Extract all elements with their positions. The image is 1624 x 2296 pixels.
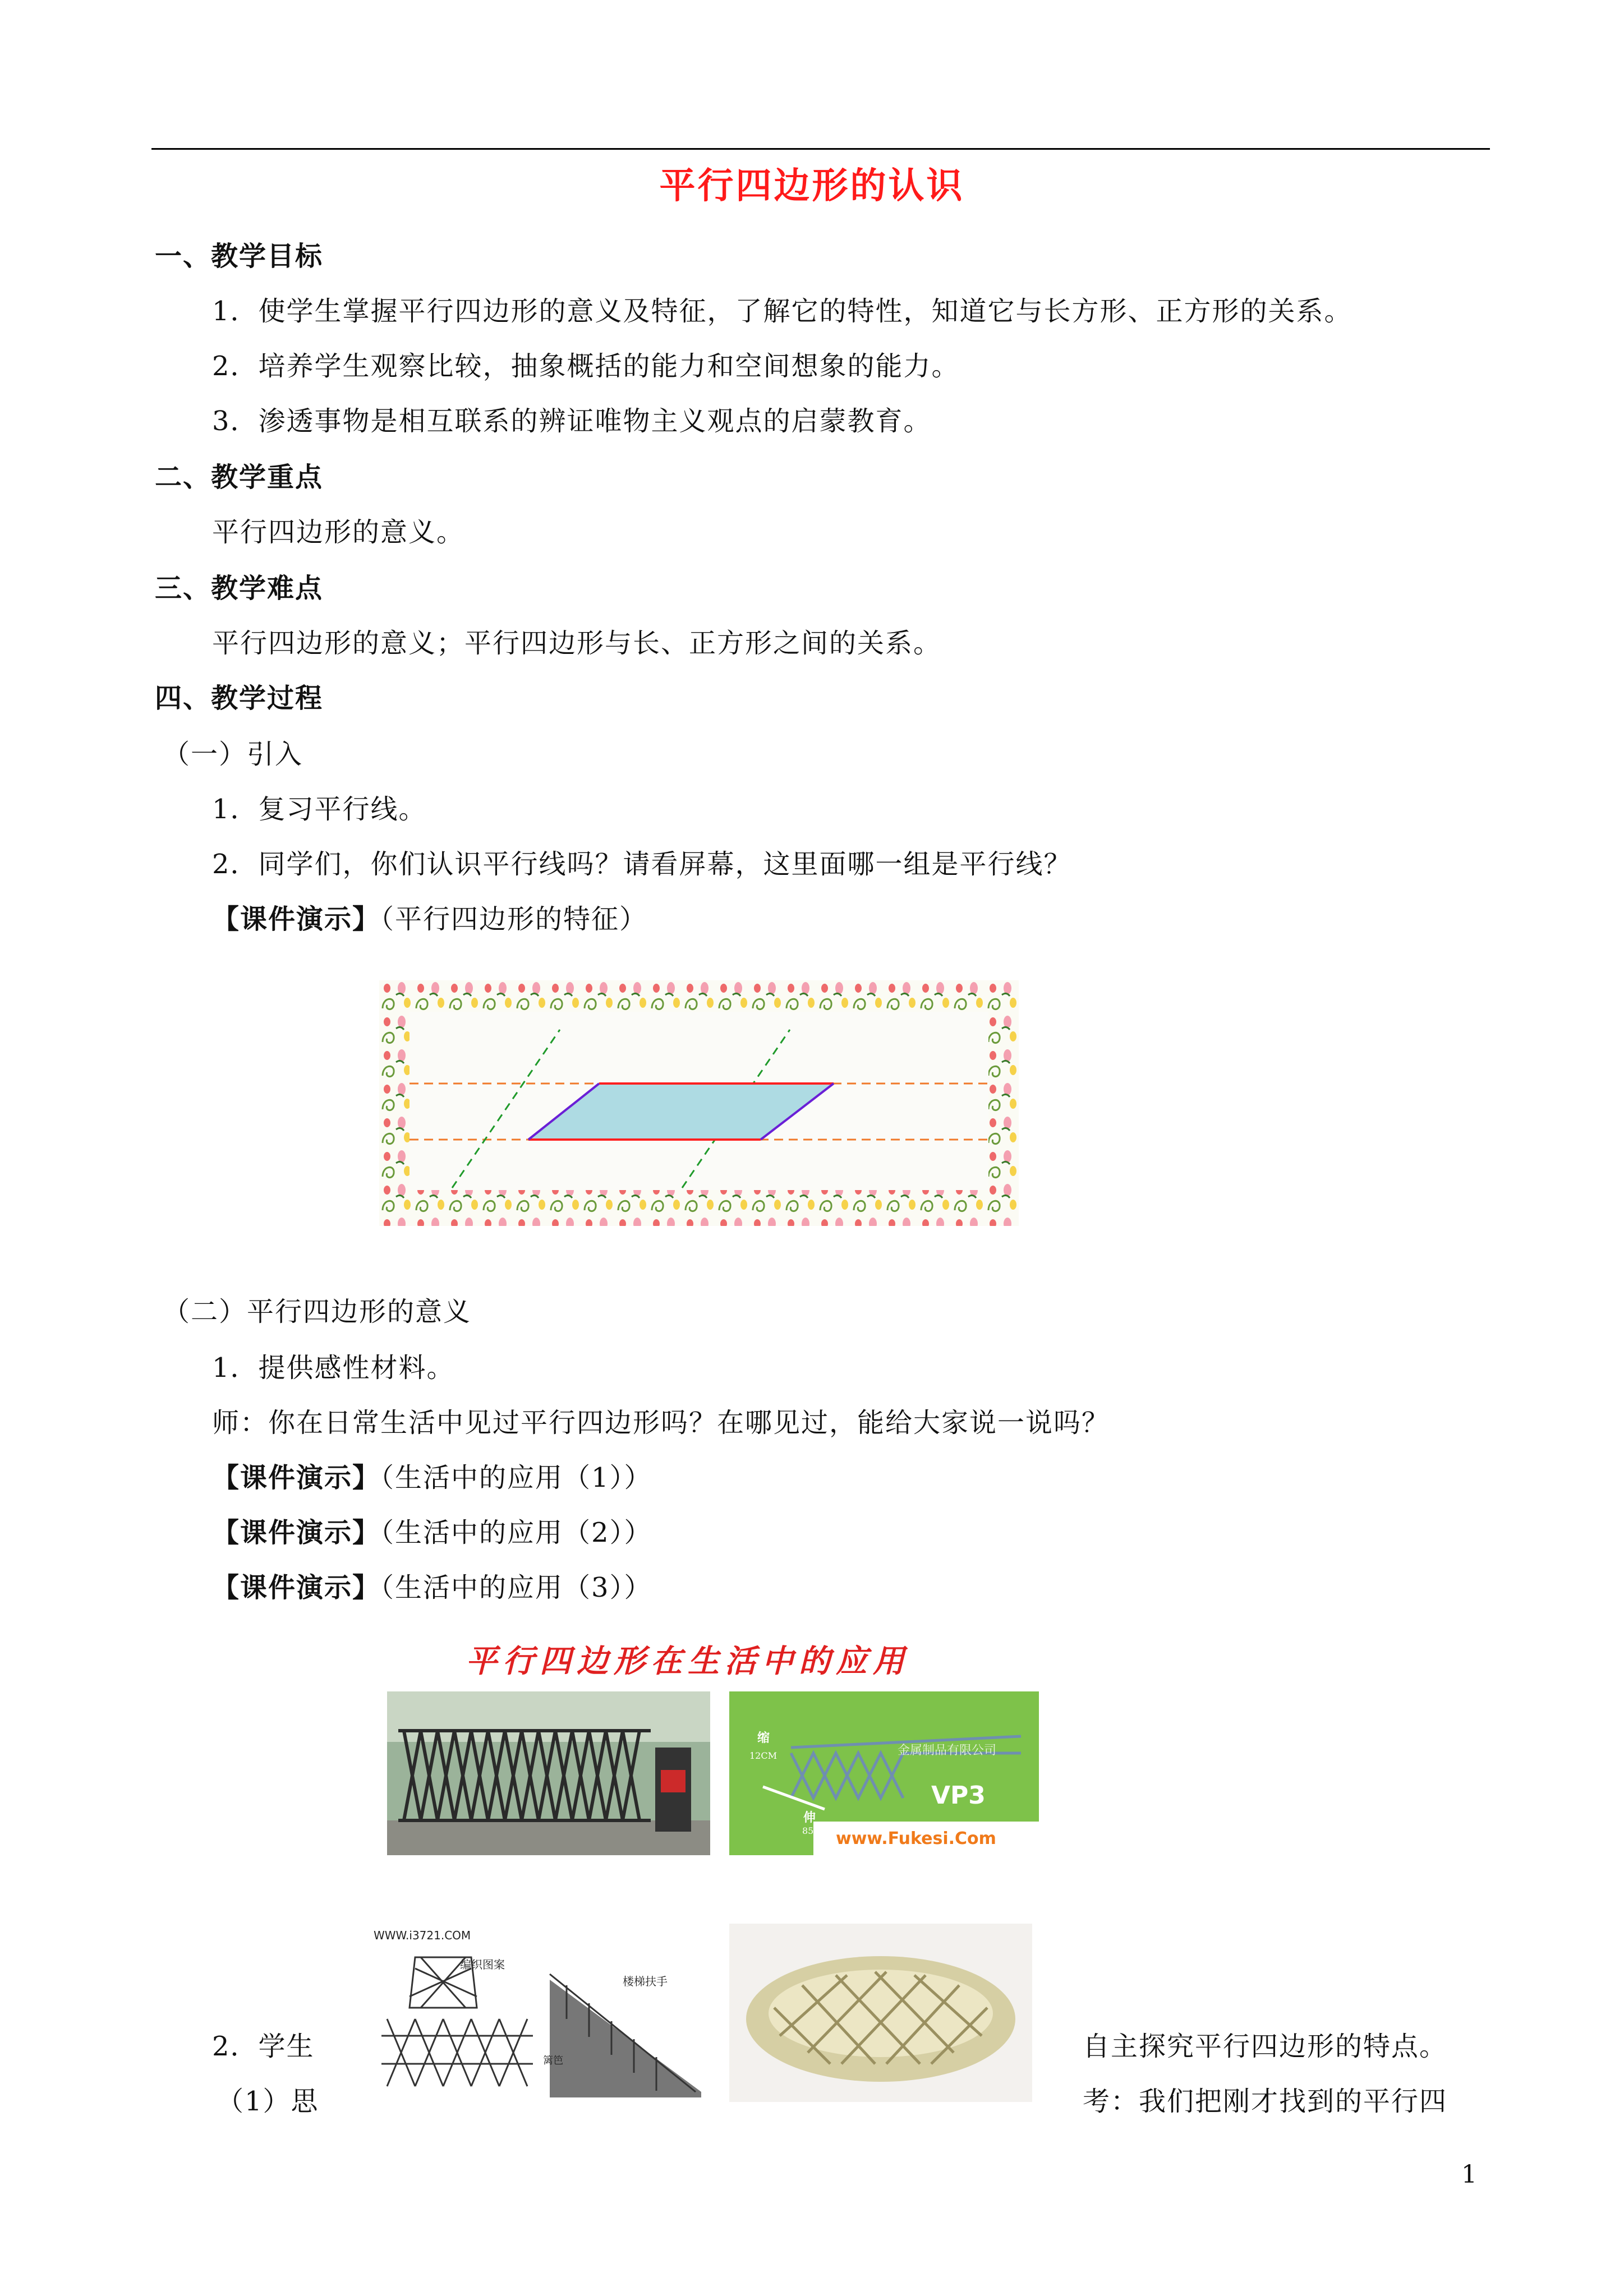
rack-model-label: VP3 [931,1781,986,1810]
think-right: 考：我们把刚才找到的平行四 [1083,2086,1448,2117]
goal-2: 2．培养学生观察比较，抽象概括的能力和空间想象的能力。 [212,351,960,382]
demo-line-3 [212,1566,652,1605]
demo-bracket: 【课件演示】 [212,903,381,935]
difficulty-text: 平行四边形的意义；平行四边形与长、正方形之间的关系。 [212,628,942,659]
section-heading-focus: 二、教学重点 [155,462,324,493]
subsection-meaning: （二）平行四边形的意义 [163,1296,472,1327]
demo-caption: （平行四边形的特征） [380,903,648,935]
demo-caption: （生活中的应用（3）） [380,1572,652,1603]
goal-1: 1．使学生掌握平行四边形的意义及特征，了解它的特性，知道它与长方形、正方形的关系。 [212,296,1352,327]
page-title: 平行四边形的认识 [659,165,965,207]
meaning-step-1: 1．提供感性材料。 [212,1352,455,1384]
goal-3: 3．渗透事物是相互联系的辨证唯物主义观点的启蒙教育。 [212,405,932,437]
demo-caption: （生活中的应用（1）） [380,1462,652,1493]
header-rule [151,148,1490,150]
subsection-intro: （一）引入 [163,739,303,770]
demo-line-1 [212,1456,652,1495]
intro-step-1: 1．复习平行线。 [212,794,427,825]
rack-site-label: www.Fukesi.Com [836,1829,996,1848]
rack-stretch-label: 伸 [803,1810,816,1825]
section-heading-difficulty: 三、教学难点 [155,573,324,604]
sketch-site-label: WWW.i3721.COM [374,1929,471,1942]
rack-company-watermark: 金属制品有限公司 [898,1744,997,1758]
demo-bracket: 【课件演示】 [212,1517,381,1548]
sketch-weave-label: 编织图案 [460,1958,505,1971]
rack-shrink-size: 12CM [749,1750,777,1761]
woven-basket-photo [729,1924,1032,2102]
section-heading-goals: 一、教学目标 [155,241,324,272]
step-2-left: 2．学生 [212,2031,315,2062]
demo-line-feature [212,897,647,936]
sketch-fence-label: 篱笆 [543,2055,563,2067]
demo-bracket: 【课件演示】 [212,1462,381,1493]
rack-shrink-label: 缩 [757,1731,770,1745]
think-left: （1）思 [217,2086,319,2117]
demo-bracket: 【课件演示】 [212,1572,381,1603]
teacher-question: 师：你在日常生活中见过平行四边形吗？在哪见过，能给大家说一说吗？ [212,1407,1110,1439]
applications-title: 平行四边形在生活中的应用 [466,1643,910,1680]
demo-line-2 [212,1511,652,1550]
parallelogram-slide-figure [379,980,1019,1226]
section-heading-process: 四、教学过程 [155,683,324,714]
intro-step-2: 2．同学们，你们认识平行线吗？请看屏幕，这里面哪一组是平行线？ [212,849,1072,880]
line-sketch-photo [365,1924,712,2103]
retractable-gate-photo [387,1691,710,1855]
applications-figure [365,1636,1049,2113]
sketch-stair-label: 楼梯扶手 [623,1975,668,1988]
telescopic-rack-photo [729,1691,1039,1855]
rack-stretch-size: 85CM [802,1825,830,1836]
demo-caption: （生活中的应用（2）） [380,1517,652,1548]
focus-text: 平行四边形的意义。 [212,517,465,548]
page-number: 1 [1461,2160,1477,2189]
step-2-right: 自主探究平行四边形的特点。 [1083,2031,1448,2062]
